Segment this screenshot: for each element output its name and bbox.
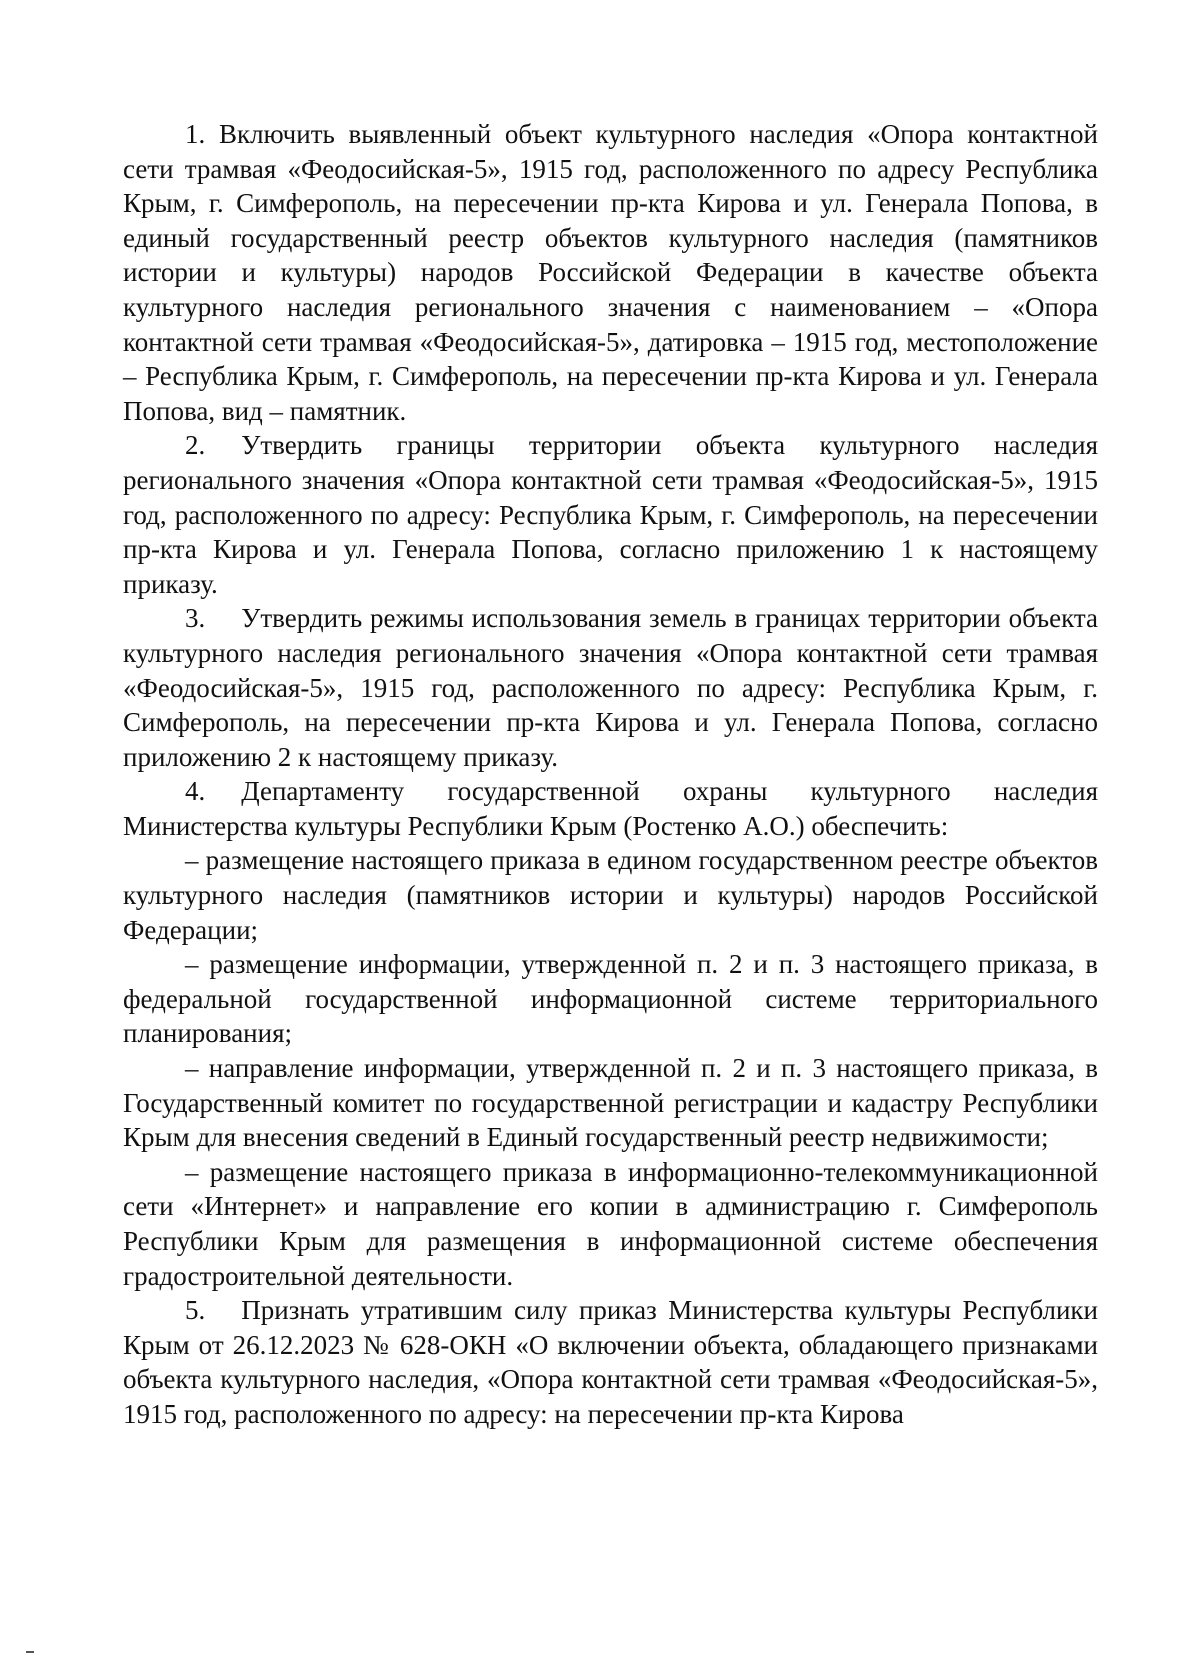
list-item xyxy=(123,1155,1098,1293)
list-item xyxy=(123,947,1098,1051)
paragraph-number: 2. xyxy=(185,430,206,461)
paragraph-text: Признать утратившим силу приказ Министерства культуры Республики Крым от 26.12.2023 № 628-ОКН «О включении объекта, обладающего признаками объекта культурного наследия, «Опора контактной сети трамвая «Феодосийская-5», 1915 год, расположенного по адресу: на пересечении пр-кта Кирова xyxy=(123,1295,1098,1429)
list-item-text: – размещение настоящего приказа в информационно-телекоммуникационной сети «Интернет» и направление его копии в администрацию г. Симферополь Республики Крым для размещения в информационной системе обеспечения градостроительной деятельности. xyxy=(123,1156,1098,1291)
paragraph-number: 3. xyxy=(185,603,206,634)
paragraph-4 xyxy=(123,774,1098,843)
paragraph-1 xyxy=(123,117,1098,428)
paragraph-number: 5. xyxy=(185,1295,206,1326)
list-item-text: – направление информации, утвержденной п. 2 и п. 3 настоящего приказа, в Государственный комитет по государственной регистрации и кадастру Республики Крым для внесения сведений в Единый государственный реестр недвижимости; xyxy=(123,1053,1098,1153)
scan-mark xyxy=(26,1651,34,1653)
paragraph-number: 1. xyxy=(185,119,206,149)
document-body xyxy=(123,117,1098,1432)
list-item xyxy=(123,1051,1098,1155)
list-item-text: – размещение настоящего приказа в едином государственном реестре объектов культурного наследия (памятников истории и культуры) народов Российской Федерации; xyxy=(123,845,1098,945)
paragraph-2 xyxy=(123,428,1098,601)
list-item-text: – размещение информации, утвержденной п. 2 и п. 3 настоящего приказа, в федеральной государственной информационной системе территориального планирования; xyxy=(123,949,1098,1049)
paragraph-text: Утвердить режимы использования земель в границах территории объекта культурного наследия регионального значения «Опора контактной сети трамвая «Феодосийская-5», 1915 год, расположенного по адресу: Республика Крым, г. Симферополь, на пересечении пр-кта Кирова и ул. Генерала Попова, согласно приложению 2 к настоящему приказу. xyxy=(123,603,1098,772)
paragraph-5 xyxy=(123,1293,1098,1431)
paragraph-text: Департаменту государственной охраны культурного наследия Министерства культуры Республики Крым (Ростенко А.О.) обеспечить: xyxy=(123,776,1098,841)
paragraph-number: 4. xyxy=(185,776,206,807)
paragraph-text: Включить выявленный объект культурного наследия «Опора контактной сети трамвая «Феодосийская-5», 1915 год, расположенного по адресу Республика Крым, г. Симферополь, на пересечении пр-кта Кирова и ул. Генерала Попова, в единый государственный реестр объектов культурного наследия (памятников истории и культуры) народов Российской Федерации в качестве объекта культурного наследия регионального значения с наименованием – «Опора контактной сети трамвая «Феодосийская-5», датировка – 1915 год, местоположение – Республика Крым, г. Симферополь, на пересечении пр-кта Кирова и ул. Генерала Попова, вид – памятник. xyxy=(123,119,1099,426)
paragraph-text: Утвердить границы территории объекта культурного наследия регионального значения «Опора контактной сети трамвая «Феодосийская-5», 1915 год, расположенного по адресу: Республика Крым, г. Симферополь, на пересечении пр-кта Кирова и ул. Генерала Попова, согласно приложению 1 к настоящему приказу. xyxy=(123,430,1098,599)
paragraph-3 xyxy=(123,601,1098,774)
list-item xyxy=(123,843,1098,947)
